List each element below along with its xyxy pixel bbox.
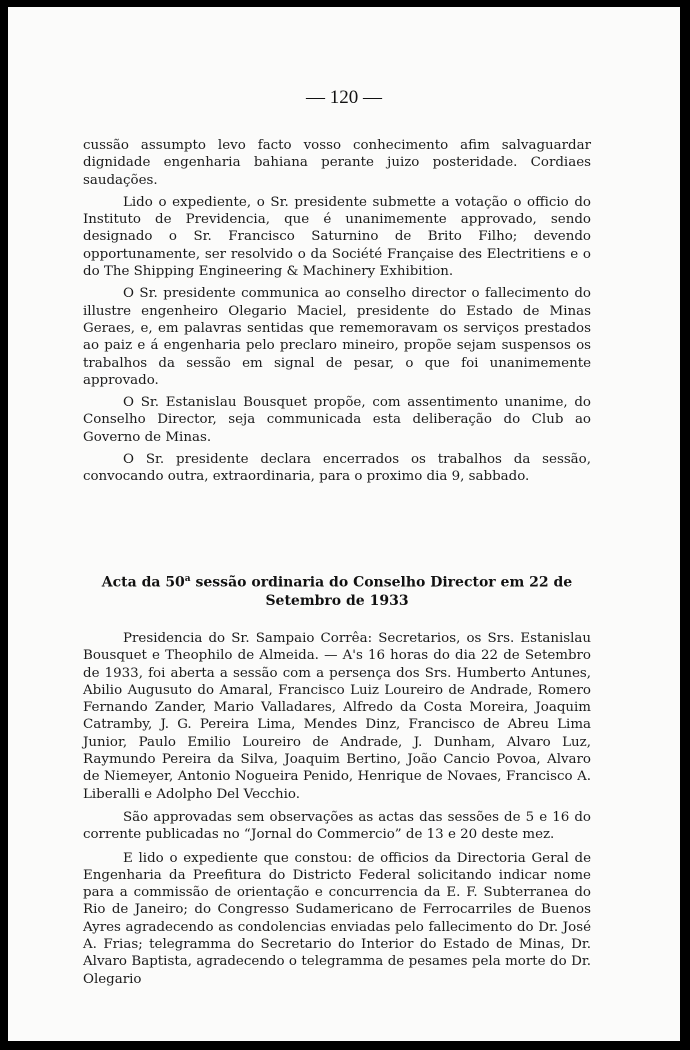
page-number: — 120 — (306, 87, 382, 108)
paragraph: O Sr. presidente declara encerrados os trabalhos da sessão, convocando outra, extraordinaria, para o proximo dia 9, sabbado. (83, 452, 591, 485)
paragraph: Lido o expediente, o Sr. presidente submette a votação o officio do Instituto de Previdencia, que é unanimemente approvado, sendo designado o Sr. Francisco Saturnino de Brito Filho; devendo opportunamente, ser resolvido o da Société Française des Electritiens e o do The Shipping Engineering & Machinery Exhibition. (83, 194, 591, 280)
title-superscript: a (184, 574, 191, 584)
paragraph: E lido o expediente que constou: de officios da Directoria Geral de Engenharia da Preefitura do Districto Federal solicitando indicar nome para a commissão de orientação e concurrencia da E. F. Subterranea do Rio de Janeiro; do Congresso Sudamericano de Ferrocarriles de Buenos Ayres agradecendo as condolencias enviadas pelo fallecimento do Dr. José A. Frias; telegramma do Secretario do Interior do Estado de Minas, Dr. Alvaro Baptista, agradecendo o telegramma de pesames pela morte do Dr. Olegario (83, 850, 591, 987)
minutes-continuation (83, 137, 591, 491)
document-page (8, 7, 680, 1041)
minutes-section (83, 630, 591, 994)
paragraph: cussão assumpto levo facto vosso conhecimento afim salvaguardar dignidade engenharia bahiana perante juizo posteridade. Cordiaes saudações. (83, 138, 591, 188)
title-rest: sessão ordinaria do Conselho Director em 22 de Setembro de 1933 (190, 574, 573, 609)
paragraph: O Sr. Estanislau Bousquet propõe, com assentimento unanime, do Conselho Director, seja communicada esta deliberação do Club ao Governo de Minas. (83, 395, 591, 445)
paragraph: São approvadas sem observações as actas das sessões de 5 e 16 do corrente publicadas no “Jornal do Commercio” de 13 e 20 deste mez. (83, 809, 591, 843)
paragraph: Presidencia do Sr. Sampaio Corrêa: Secretarios, os Srs. Estanislau Bousquet e Theophilo de Almeida. — A's 16 horas do dia 22 de Setembro de 1933, foi aberta a sessão com a persença dos Srs. Humberto Antunes, Abilio Augusuto do Amaral, Francisco Luiz Loureiro de Andrade, Romero Fernando Zander, Mario Valladares, Alfredo da Costa Moreira, Joaquim Catramby, J. G. Pereira Lima, Mendes Dinz, Francisco de Abreu Lima Junior, Paulo Emilio Loureiro de Andrade, J. Dunham, Alvaro Luz, Raymundo Pereira da Silva, Joaquim Bertino, João Cancio Povoa, Alvaro de Niemeyer, Antonio Nogueira Penido, Henrique de Novaes, Francisco A. Liberalli e Adolpho Del Vecchio. (83, 631, 591, 802)
paragraph: O Sr. presidente communica ao conselho director o fallecimento do illustre engenheiro Olegario Maciel, presidente do Estado de Minas Geraes, e, em palavras sentidas que rememoravam os serviços prestados ao paiz e á engenharia pelo preclaro mineiro, propõe sejam suspensos os trabalhos da sessão em signal de pesar, o que foi unanimemente approvado. (83, 286, 591, 388)
title-main: Acta da 50 (101, 574, 185, 591)
section-title (83, 570, 591, 610)
